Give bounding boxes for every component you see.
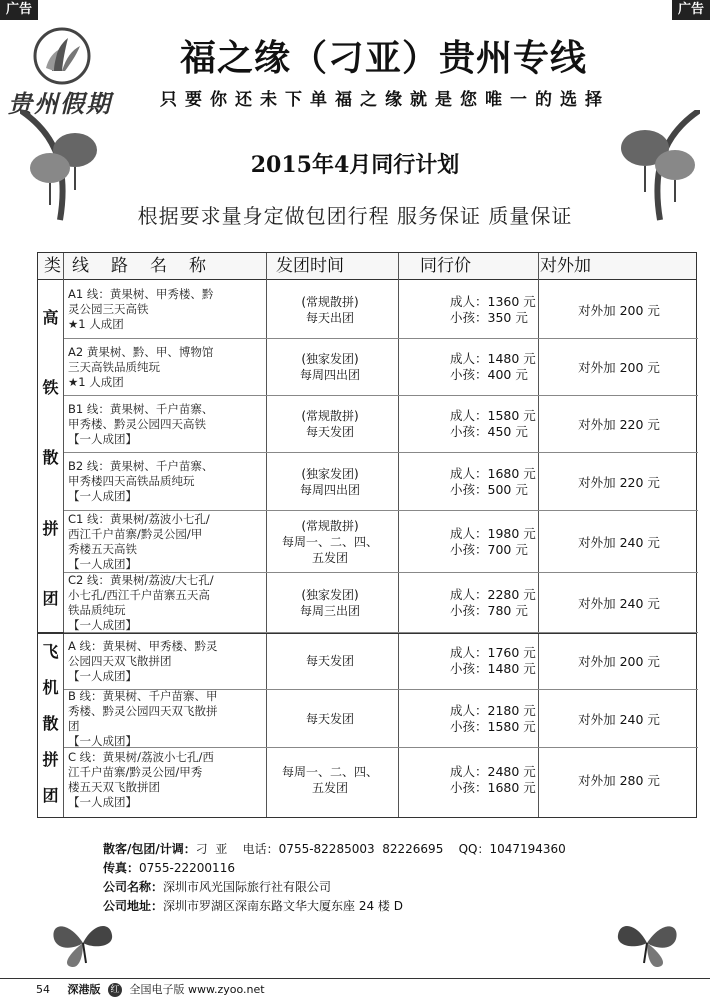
child-price: 小孩：780 元 bbox=[450, 602, 528, 618]
route-text: 【一人成团】 bbox=[68, 489, 137, 503]
extra-fee-text: 对外加 200 元 bbox=[578, 654, 660, 669]
route-text: 小七孔/西江千户苗寨五天高 bbox=[68, 587, 210, 602]
site-url: 全国电子版 www.zyoo.net bbox=[129, 983, 265, 996]
price-cell bbox=[410, 396, 540, 452]
departure-text: 每天发团 bbox=[305, 654, 354, 668]
route-text: ★1 人成团 bbox=[68, 374, 124, 389]
table-row bbox=[64, 633, 698, 690]
route-text: A 线：黄果树、甲秀楼、黔灵 bbox=[68, 638, 218, 653]
departure-text: 每周四出团 bbox=[299, 482, 360, 497]
category-char: 团 bbox=[42, 589, 59, 609]
extra-fee-cell bbox=[540, 573, 698, 632]
route-price-table bbox=[37, 252, 697, 818]
edition-label: 深港版 bbox=[67, 983, 101, 996]
page-footer-bar bbox=[0, 978, 710, 1000]
extra-fee-text: 对外加 200 元 bbox=[578, 302, 660, 318]
adult-price: 成人：1760 元 bbox=[450, 645, 536, 660]
extra-fee-text: 对外加 220 元 bbox=[578, 474, 660, 490]
route-text: 【一人成团】 bbox=[68, 733, 137, 748]
route-text: 【一人成团】 bbox=[68, 617, 137, 632]
departure-text: 每周三出团 bbox=[299, 603, 360, 618]
departure-text: 每周一、二、四、 bbox=[281, 765, 378, 779]
departure-text: (常规散拼) bbox=[301, 294, 359, 309]
table-row bbox=[64, 690, 698, 748]
route-text: 【一人成团】 bbox=[68, 431, 137, 446]
contact-line bbox=[103, 840, 566, 859]
departure-cell bbox=[270, 748, 390, 812]
company-value: 深圳市风光国际旅行社有限公司 bbox=[163, 880, 332, 894]
table-row bbox=[64, 573, 698, 633]
route-text: C 线：黄果树/荔波小七孔/西 bbox=[68, 750, 214, 764]
table-row bbox=[64, 748, 698, 812]
extra-fee-cell bbox=[540, 396, 698, 452]
category-char: 散 bbox=[42, 713, 59, 733]
page-number: 54 bbox=[36, 983, 50, 996]
route-text: 秀楼五天高铁 bbox=[68, 541, 137, 556]
route-cell bbox=[68, 281, 268, 338]
header-category: 类 bbox=[44, 256, 61, 276]
extra-fee-text: 对外加 240 元 bbox=[578, 711, 660, 727]
route-cell bbox=[68, 573, 268, 632]
price-cell bbox=[410, 339, 540, 395]
address-value: 深圳市罗湖区深南东路文华大厦东座 24 楼 D bbox=[163, 899, 403, 913]
departure-text: 每天发团 bbox=[305, 711, 354, 726]
category-char: 散 bbox=[42, 448, 59, 468]
header-time: 发团时间 bbox=[276, 256, 344, 276]
category-char: 拼 bbox=[42, 749, 59, 769]
table-row bbox=[64, 396, 698, 453]
extra-fee-cell bbox=[540, 339, 698, 395]
table-row bbox=[64, 281, 698, 339]
departure-cell bbox=[270, 511, 390, 572]
category-column bbox=[38, 281, 63, 633]
route-cell bbox=[68, 511, 268, 572]
category-char: 高 bbox=[42, 307, 59, 327]
adult-price: 成人：1480 元 bbox=[450, 351, 536, 366]
route-text: 秀楼、黔灵公园四天双飞散拼 bbox=[68, 703, 218, 718]
butterfly-right-icon bbox=[612, 915, 682, 970]
extra-fee-cell bbox=[540, 690, 698, 747]
extra-fee-text: 对外加 280 元 bbox=[578, 773, 660, 788]
route-cell bbox=[68, 453, 268, 510]
departure-text: 每天发团 bbox=[305, 425, 354, 439]
departure-text: (独家发团) bbox=[301, 466, 359, 481]
page-title: 福之缘（刁亚）贵州专线 bbox=[180, 37, 588, 79]
route-text: 【一人成团】 bbox=[68, 556, 137, 571]
table-row bbox=[64, 453, 698, 511]
route-cell bbox=[68, 690, 268, 747]
category-char: 机 bbox=[42, 678, 59, 698]
child-price: 小孩：1580 元 bbox=[450, 718, 536, 734]
extra-fee-cell bbox=[540, 281, 698, 338]
route-text: 三天高铁品质纯玩 bbox=[68, 359, 160, 374]
brand-logo-text: 贵州假期 bbox=[8, 89, 112, 118]
departure-text: (独家发团) bbox=[301, 587, 359, 602]
extra-fee-cell bbox=[540, 511, 698, 572]
route-text: B 线：黄果树、千户苗寨、甲 bbox=[68, 688, 218, 703]
child-price: 小孩：700 元 bbox=[450, 541, 528, 557]
departure-text: (独家发团) bbox=[301, 352, 359, 366]
route-cell bbox=[68, 633, 268, 689]
departure-text: (常规散拼) bbox=[301, 518, 359, 533]
address-label: 公司地址： bbox=[103, 899, 164, 913]
edition-mark-icon: 红 bbox=[108, 983, 122, 997]
route-text: 甲秀楼四天高铁品质纯玩 bbox=[68, 474, 195, 488]
route-text: 江千户苗寨/黔灵公园/甲秀 bbox=[68, 765, 203, 779]
route-text: A1 线：黄果树、甲秀楼、黔 bbox=[68, 287, 214, 301]
category-char: 拼 bbox=[42, 518, 59, 538]
price-cell bbox=[410, 748, 540, 812]
route-text: B2 线：黄果树、千户苗寨、 bbox=[68, 459, 214, 473]
child-price: 小孩：500 元 bbox=[450, 481, 528, 497]
header-price: 同行价 bbox=[420, 256, 471, 276]
route-text: B1 线：黄果树、千户苗寨、 bbox=[68, 401, 214, 416]
route-text: 西江千户苗寨/黔灵公园/甲 bbox=[68, 526, 203, 541]
route-cell bbox=[68, 396, 268, 452]
adult-price: 成人：1680 元 bbox=[450, 465, 536, 481]
adult-price: 成人：1360 元 bbox=[450, 293, 536, 309]
header-extra: 对外加 bbox=[540, 256, 591, 276]
price-cell bbox=[410, 453, 540, 510]
address-line bbox=[103, 897, 566, 916]
departure-text: 五发团 bbox=[311, 781, 348, 795]
category-char: 飞 bbox=[42, 642, 59, 662]
child-price: 小孩：1480 元 bbox=[450, 661, 536, 676]
route-text: A2 黄果树、黔、甲、博物馆 bbox=[68, 344, 214, 359]
adult-price: 成人：2180 元 bbox=[450, 702, 536, 718]
category-char: 团 bbox=[42, 785, 59, 805]
tagline: 根据要求量身定做包团行程 服务保证 质量保证 bbox=[137, 204, 573, 228]
route-cell bbox=[68, 339, 268, 395]
table-row bbox=[64, 511, 698, 573]
departure-cell bbox=[270, 690, 390, 747]
departure-text: 每天出团 bbox=[305, 310, 354, 325]
ad-label-right: 广告 bbox=[672, 0, 710, 20]
route-text: 【一人成团】 bbox=[68, 668, 137, 683]
butterfly-left-icon bbox=[48, 915, 118, 970]
departure-text: 五发团 bbox=[311, 550, 348, 565]
departure-cell bbox=[270, 339, 390, 395]
route-text: 团 bbox=[68, 718, 80, 733]
departure-text: 每周一、二、四、 bbox=[281, 534, 378, 549]
child-price: 小孩：400 元 bbox=[450, 367, 528, 382]
table-row bbox=[64, 339, 698, 396]
route-text: 【一人成团】 bbox=[68, 795, 137, 809]
adult-price: 成人：2280 元 bbox=[450, 586, 536, 602]
fax-value: 0755-22200116 bbox=[139, 861, 235, 875]
route-text: 楼五天双飞散拼团 bbox=[68, 780, 160, 794]
company-line bbox=[103, 878, 566, 897]
route-cell bbox=[68, 748, 268, 812]
route-text: 公园四天双飞散拼团 bbox=[68, 653, 172, 668]
category-char: 铁 bbox=[42, 378, 59, 398]
extra-fee-text: 对外加 240 元 bbox=[578, 534, 660, 550]
brand-logo-icon bbox=[32, 26, 92, 86]
fax-line bbox=[103, 859, 566, 878]
table-header bbox=[38, 253, 696, 280]
price-cell bbox=[410, 281, 540, 338]
route-text: 铁品质纯玩 bbox=[68, 602, 126, 617]
departure-text: 每周四出团 bbox=[299, 368, 360, 382]
header-route: 线路名称 bbox=[72, 256, 228, 276]
route-text: C1 线：黄果树/荔波小七孔/ bbox=[68, 511, 210, 526]
adult-price: 成人：1580 元 bbox=[450, 408, 536, 423]
extra-fee-cell bbox=[540, 748, 698, 812]
company-label: 公司名称： bbox=[103, 880, 164, 894]
departure-cell bbox=[270, 396, 390, 452]
adult-price: 成人：2480 元 bbox=[450, 764, 536, 779]
route-text: C2 线：黄果树/荔波/大七孔/ bbox=[68, 572, 214, 587]
extra-fee-cell bbox=[540, 453, 698, 510]
adult-price: 成人：1980 元 bbox=[450, 525, 536, 541]
price-cell bbox=[410, 633, 540, 689]
contact-label: 散客/包团/计调： bbox=[103, 842, 196, 856]
contact-value: 刁 亚 电话：0755-82285003 82226695 QQ：1047194360 bbox=[195, 842, 566, 856]
price-cell bbox=[410, 573, 540, 632]
fax-label: 传真： bbox=[103, 861, 140, 875]
extra-fee-text: 对外加 220 元 bbox=[578, 417, 660, 432]
extra-fee-cell bbox=[540, 633, 698, 689]
child-price: 小孩：350 元 bbox=[450, 309, 528, 325]
departure-cell bbox=[270, 573, 390, 632]
departure-cell bbox=[270, 281, 390, 338]
price-cell bbox=[410, 690, 540, 747]
child-price: 小孩：450 元 bbox=[450, 424, 528, 439]
ad-label-left: 广告 bbox=[0, 0, 38, 20]
contact-info bbox=[103, 840, 566, 916]
route-text: ★1 人成团 bbox=[68, 317, 124, 331]
route-text: 灵公园三天高铁 bbox=[68, 302, 149, 316]
plan-title: 2015年4月同行计划 bbox=[250, 152, 460, 178]
child-price: 小孩：1680 元 bbox=[450, 780, 536, 795]
price-cell bbox=[410, 511, 540, 572]
extra-fee-text: 对外加 200 元 bbox=[578, 360, 660, 375]
route-text: 甲秀楼、黔灵公园四天高铁 bbox=[68, 416, 206, 431]
departure-text: (常规散拼) bbox=[301, 409, 359, 423]
extra-fee-text: 对外加 240 元 bbox=[578, 595, 660, 611]
departure-cell bbox=[270, 453, 390, 510]
departure-cell bbox=[270, 633, 390, 689]
slogan: 只要你还未下单福之缘就是您唯一的选择 bbox=[160, 90, 610, 110]
category-column bbox=[38, 633, 63, 812]
